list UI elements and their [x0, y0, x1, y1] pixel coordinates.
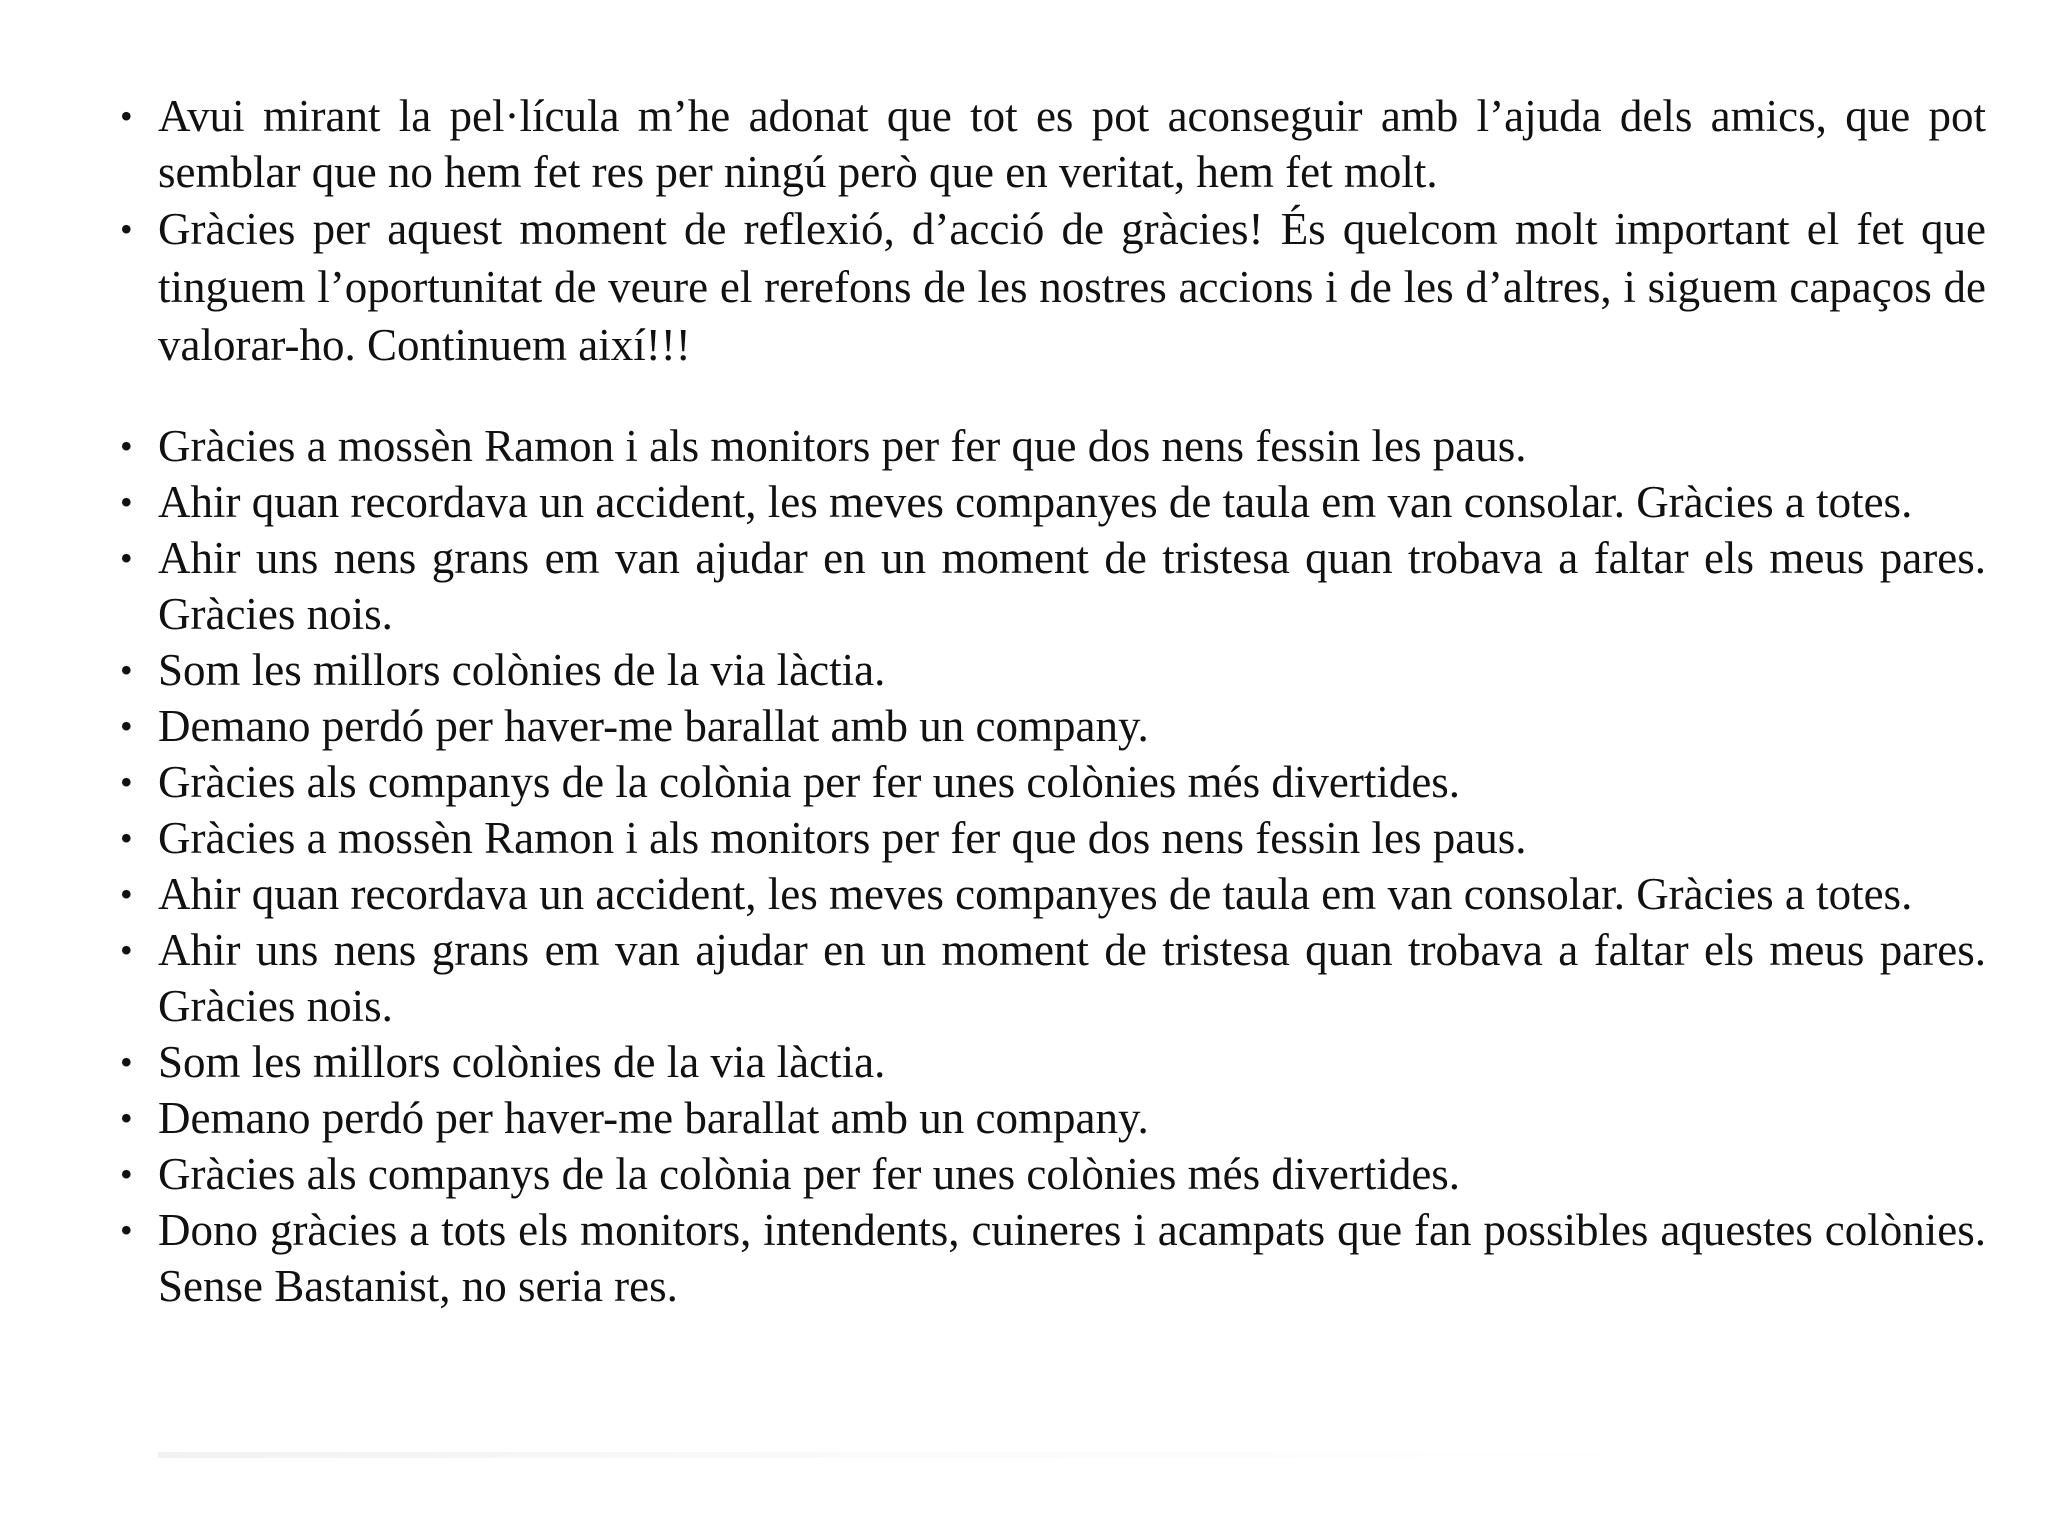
list-item: [120, 1146, 1986, 1202]
list-item-text: Gràcies a mossèn Ramon i als monitors per fer que dos nens fessin les paus.: [158, 421, 1527, 471]
list-item-text: Ahir uns nens grans em van ajudar en un moment de tristesa quan trobava a faltar els meus pares. Gràcies nois.: [158, 925, 1986, 1031]
list-item: [120, 922, 1986, 1034]
list-item-text: Demano perdó per haver-me barallat amb un company.: [158, 701, 1149, 751]
bullet-icon: •: [120, 818, 133, 858]
bullet-icon: •: [120, 706, 133, 746]
list-item-text: Gràcies als companys de la colònia per fer unes colònies més divertides.: [158, 757, 1461, 807]
list-item-text: Ahir quan recordava un accident, les meves companyes de taula em van consolar. Gràcies a totes.: [158, 477, 1913, 527]
list-item-text: Dono gràcies a tots els monitors, intendents, cuineres i acampats que fan possibles aquestes colònies. Sense Bastanist, no seria res.: [158, 1205, 1986, 1311]
list-item: [120, 474, 1986, 530]
list-item: [120, 530, 1986, 642]
faded-text-remnant: [158, 1452, 1678, 1458]
bullet-icon: •: [120, 538, 133, 578]
list-item-text: Gràcies per aquest moment de reflexió, d’acció de gràcies! És quelcom molt important el fet que tinguem l’oportunitat de veure el rerefons de les nostres accions i de les d’altres, i siguem capaços de valorar-ho. Continuem així!!!: [158, 204, 1986, 370]
bullet-icon: •: [120, 426, 133, 466]
bullet-list: [120, 88, 1986, 1314]
list-item: [120, 88, 1986, 200]
bullet-icon: •: [120, 482, 133, 522]
list-item: [120, 200, 1986, 374]
list-item: [120, 754, 1986, 810]
list-item-text: Gràcies als companys de la colònia per fer unes colònies més divertides.: [158, 1149, 1461, 1199]
list-item: [120, 866, 1986, 922]
bullet-icon: •: [120, 874, 133, 914]
list-item-text: Avui mirant la pel·lícula m’he adonat que tot es pot aconseguir amb l’ajuda dels amics, que pot semblar que no hem fet res per ningú però que en veritat, hem fet molt.: [158, 91, 1986, 197]
list-item: [120, 1034, 1986, 1090]
bullet-icon: •: [120, 1042, 133, 1082]
list-item-text: Gràcies a mossèn Ramon i als monitors per fer que dos nens fessin les paus.: [158, 813, 1527, 863]
list-item-text: Som les millors colònies de la via làctia.: [158, 1037, 886, 1087]
list-item: [120, 642, 1986, 698]
bullet-icon: •: [120, 762, 133, 802]
bullet-icon: •: [120, 209, 133, 249]
bullet-icon: •: [120, 1210, 133, 1250]
list-item: [120, 418, 1986, 474]
list-item: [120, 698, 1986, 754]
list-item-text: Ahir quan recordava un accident, les meves companyes de taula em van consolar. Gràcies a totes.: [158, 869, 1913, 919]
list-item: [120, 1202, 1986, 1314]
list-item-text: Som les millors colònies de la via làctia.: [158, 645, 886, 695]
list-item-text: Demano perdó per haver-me barallat amb un company.: [158, 1093, 1149, 1143]
bullet-icon: •: [120, 96, 133, 136]
list-item: [120, 810, 1986, 866]
list-item: [120, 1090, 1986, 1146]
bullet-icon: •: [120, 1098, 133, 1138]
bullet-icon: •: [120, 650, 133, 690]
list-item-text: Ahir uns nens grans em van ajudar en un moment de tristesa quan trobava a faltar els meus pares. Gràcies nois.: [158, 533, 1986, 639]
bullet-icon: •: [120, 930, 133, 970]
bullet-icon: •: [120, 1154, 133, 1194]
